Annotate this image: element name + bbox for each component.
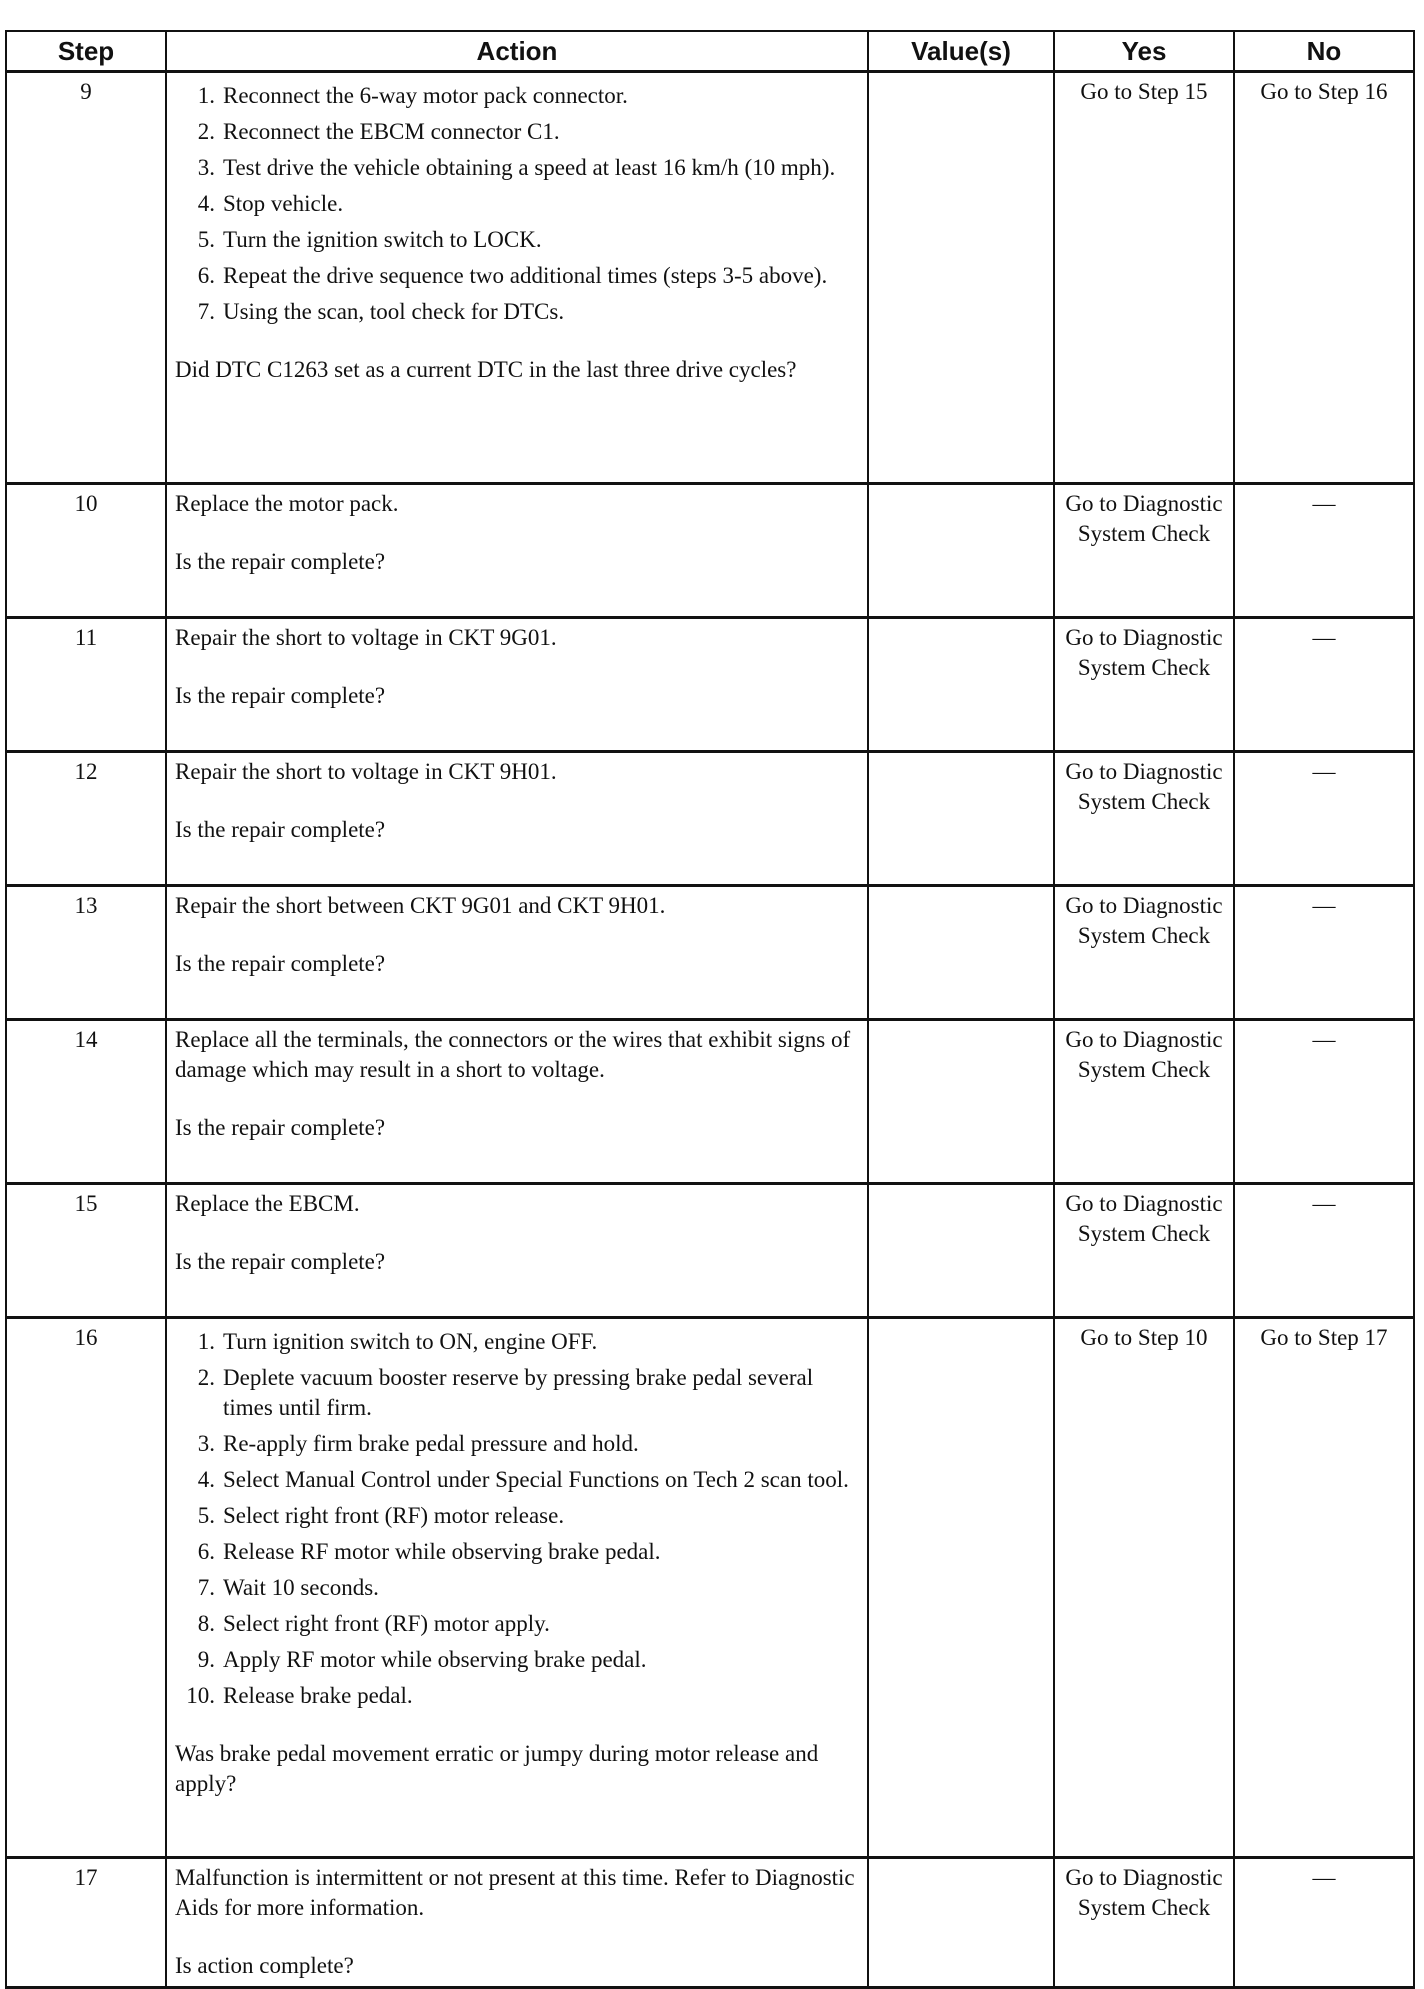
no-result: — [1234, 752, 1414, 886]
no-result: — [1234, 1184, 1414, 1318]
table-row [6, 72, 1414, 484]
header-step: Step [6, 31, 166, 72]
list-item: 2. Reconnect the EBCM connector C1. [197, 119, 560, 144]
no-result: Go to Step 17 [1234, 1318, 1414, 1858]
list-item: 3. Re-apply firm brake pedal pressure and hold. [197, 1431, 639, 1456]
question-text: Is action complete? [175, 1953, 354, 1978]
action-cell [166, 752, 868, 886]
yes-result: Go to Step 10 [1054, 1318, 1234, 1858]
question-text: Did DTC C1263 set as a current DTC in the last three drive cycles? [175, 357, 797, 382]
list-item: 6. Release RF motor while observing brake pedal. [197, 1539, 661, 1564]
no-result: — [1234, 886, 1414, 1020]
header-values: Value(s) [868, 31, 1054, 72]
action-cell [166, 1318, 868, 1858]
list-item: 4. Stop vehicle. [197, 191, 344, 216]
question-text: Is the repair complete? [175, 549, 386, 574]
question-text: Is the repair complete? [175, 1115, 386, 1140]
action-list [175, 1327, 859, 1711]
list-item: 3. Test drive the vehicle obtaining a speed at least 16 km/h (10 mph). [197, 155, 836, 180]
action-cell [166, 1184, 868, 1318]
list-item: 5. Select right front (RF) motor release. [197, 1503, 565, 1528]
value-cell [868, 484, 1054, 618]
step-number: 16 [6, 1318, 166, 1858]
action-text: Repair the short to voltage in CKT 9H01. [175, 759, 557, 784]
value-cell [868, 72, 1054, 484]
header-action: Action [166, 31, 868, 72]
no-result: — [1234, 1858, 1414, 1988]
list-item: 2. Deplete vacuum booster reserve by pressing brake pedal several times until firm. [197, 1365, 814, 1420]
table-row [6, 484, 1414, 618]
value-cell [868, 618, 1054, 752]
list-item: 6. Repeat the drive sequence two additional times (steps 3-5 above). [197, 263, 828, 288]
table-row [6, 752, 1414, 886]
table-row [6, 618, 1414, 752]
no-result: — [1234, 1020, 1414, 1184]
yes-result: Go to Diagnostic System Check [1054, 1184, 1234, 1318]
action-cell [166, 1858, 868, 1988]
list-item: 4. Select Manual Control under Special Functions on Tech 2 scan tool. [197, 1467, 849, 1492]
action-cell [166, 72, 868, 484]
list-item: 5. Turn the ignition switch to LOCK. [197, 227, 542, 252]
question-text: Was brake pedal movement erratic or jumpy during motor release and apply? [175, 1741, 819, 1796]
action-cell [166, 618, 868, 752]
table-row [6, 1318, 1414, 1858]
list-item: 7. Using the scan, tool check for DTCs. [197, 299, 565, 324]
list-item: 9. Apply RF motor while observing brake pedal. [197, 1647, 647, 1672]
no-result: — [1234, 618, 1414, 752]
action-text: Replace the motor pack. [175, 491, 399, 516]
yes-result: Go to Diagnostic System Check [1054, 1020, 1234, 1184]
action-text: Replace all the terminals, the connectors or the wires that exhibit signs of damage which may result in a short to voltage. [175, 1027, 851, 1082]
step-number: 13 [6, 886, 166, 1020]
yes-result: Go to Diagnostic System Check [1054, 484, 1234, 618]
yes-result: Go to Diagnostic System Check [1054, 752, 1234, 886]
yes-result: Go to Step 15 [1054, 72, 1234, 484]
value-cell [868, 1858, 1054, 1988]
table-row [6, 1858, 1414, 1988]
table-row [6, 886, 1414, 1020]
no-result: — [1234, 484, 1414, 618]
action-text: Replace the EBCM. [175, 1191, 360, 1216]
step-number: 15 [6, 1184, 166, 1318]
yes-result: Go to Diagnostic System Check [1054, 886, 1234, 1020]
value-cell [868, 1020, 1054, 1184]
step-number: 17 [6, 1858, 166, 1988]
list-item: 10. Release brake pedal. [186, 1683, 413, 1708]
value-cell [868, 1318, 1054, 1858]
question-text: Is the repair complete? [175, 1249, 386, 1274]
action-text: Repair the short between CKT 9G01 and CKT 9H01. [175, 893, 666, 918]
table-row [6, 1184, 1414, 1318]
action-cell [166, 484, 868, 618]
yes-result: Go to Diagnostic System Check [1054, 618, 1234, 752]
step-number: 11 [6, 618, 166, 752]
list-item: 8. Select right front (RF) motor apply. [197, 1611, 550, 1636]
value-cell [868, 752, 1054, 886]
action-text: Repair the short to voltage in CKT 9G01. [175, 625, 557, 650]
header-no: No [1234, 31, 1414, 72]
step-number: 14 [6, 1020, 166, 1184]
value-cell [868, 886, 1054, 1020]
yes-result: Go to Diagnostic System Check [1054, 1858, 1234, 1988]
header-yes: Yes [1054, 31, 1234, 72]
value-cell [868, 1184, 1054, 1318]
diagnostic-table [5, 30, 1415, 1989]
action-cell [166, 1020, 868, 1184]
action-text: Malfunction is intermittent or not present at this time. Refer to Diagnostic Aids for more information. [175, 1865, 855, 1920]
action-cell [166, 886, 868, 1020]
step-number: 10 [6, 484, 166, 618]
no-result: Go to Step 16 [1234, 72, 1414, 484]
question-text: Is the repair complete? [175, 683, 386, 708]
step-number: 12 [6, 752, 166, 886]
table-row [6, 1020, 1414, 1184]
list-item: 1. Reconnect the 6-way motor pack connector. [197, 83, 628, 108]
header-row [6, 31, 1414, 72]
question-text: Is the repair complete? [175, 951, 386, 976]
step-number: 9 [6, 72, 166, 484]
action-list [175, 81, 859, 327]
list-item: 1. Turn ignition switch to ON, engine OFF. [197, 1329, 598, 1354]
question-text: Is the repair complete? [175, 817, 386, 842]
list-item: 7. Wait 10 seconds. [197, 1575, 379, 1600]
